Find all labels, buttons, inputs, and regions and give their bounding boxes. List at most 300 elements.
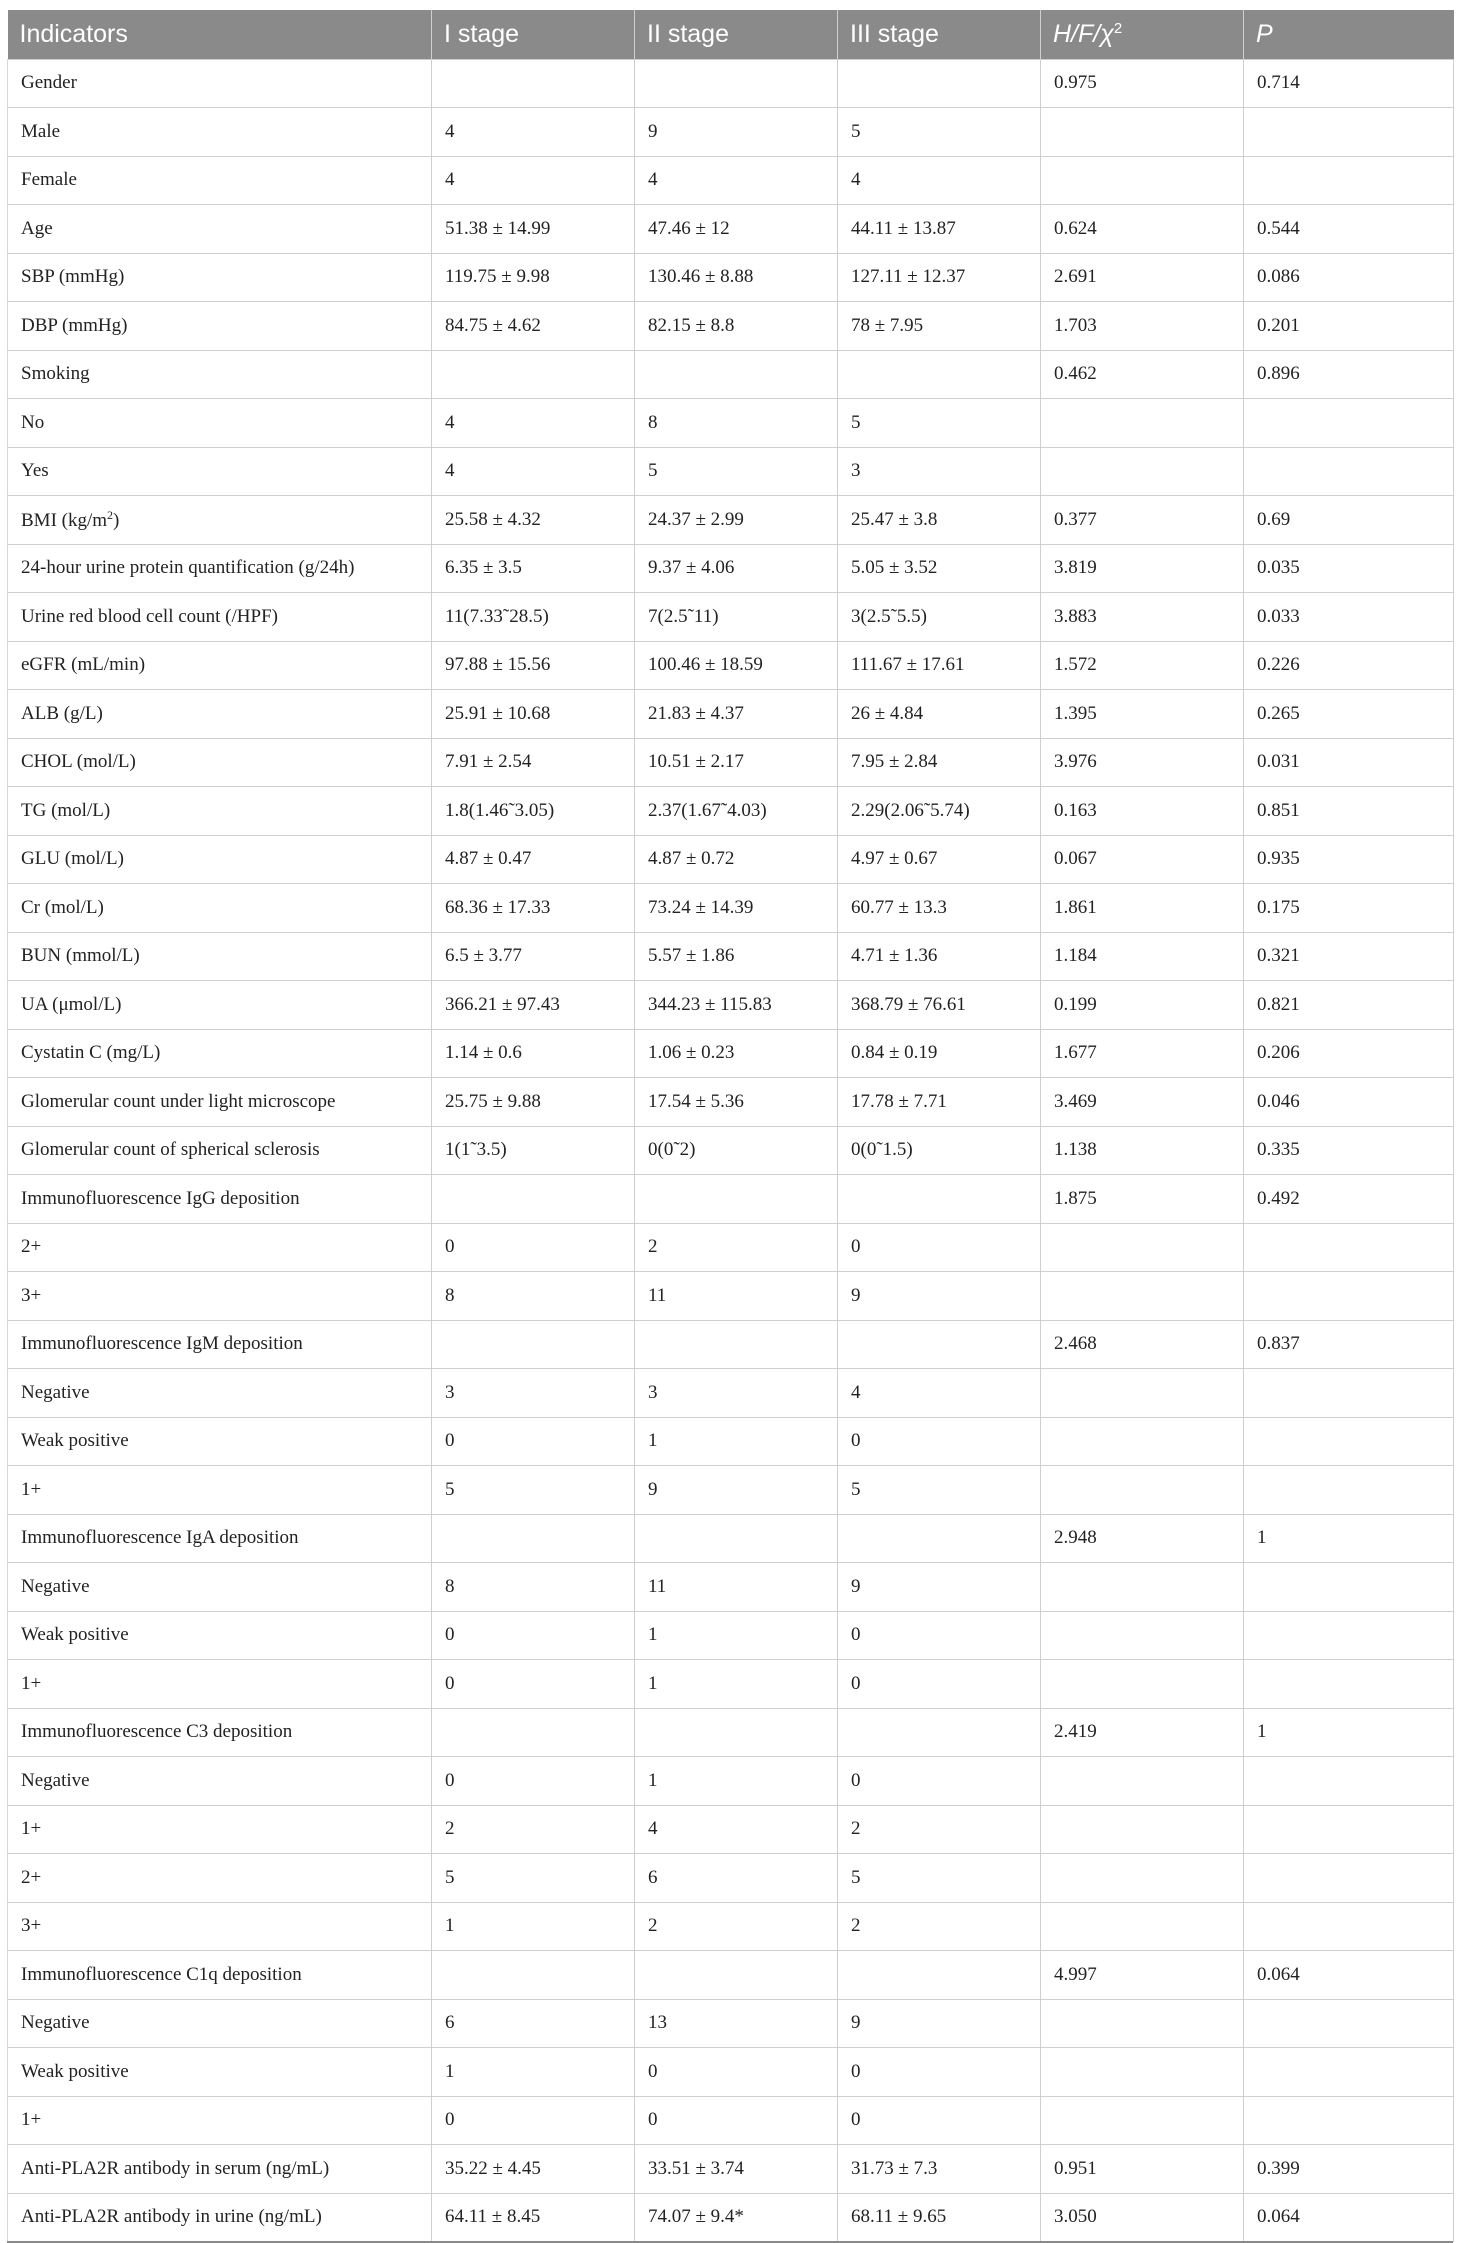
- cell-indicator: Negative: [8, 1757, 432, 1806]
- cell-p-value: 0.206: [1244, 1029, 1454, 1078]
- cell-stage-2: 11: [635, 1272, 838, 1321]
- cell-test-statistic: [1041, 1999, 1244, 2048]
- cell-stage-2: [635, 1708, 838, 1757]
- cell-stage-3: 5: [838, 1854, 1041, 1903]
- cell-indicator: 2+: [8, 1854, 432, 1903]
- cell-p-value: 0.714: [1244, 59, 1454, 108]
- cell-stage-1: 8: [432, 1563, 635, 1612]
- cell-test-statistic: 1.677: [1041, 1029, 1244, 1078]
- cell-indicator: Immunofluorescence IgM deposition: [8, 1320, 432, 1369]
- cell-stage-1: [432, 1951, 635, 2000]
- cell-stage-2: 13: [635, 1999, 838, 2048]
- table-row: [8, 496, 1454, 545]
- cell-test-statistic: 0.975: [1041, 59, 1244, 108]
- cell-stage-2: 1: [635, 1757, 838, 1806]
- cell-stage-2: 4: [635, 1805, 838, 1854]
- cell-stage-2: 1.06 ± 0.23: [635, 1029, 838, 1078]
- cell-p-value: 1: [1244, 1514, 1454, 1563]
- cell-p-value: 1: [1244, 1708, 1454, 1757]
- cell-test-statistic: 0.462: [1041, 350, 1244, 399]
- table-row: [8, 1175, 1454, 1224]
- cell-p-value: 0.321: [1244, 932, 1454, 981]
- cell-stage-2: 0: [635, 2048, 838, 2097]
- cell-indicator: Weak positive: [8, 1611, 432, 1660]
- cell-stage-3: 0: [838, 1757, 1041, 1806]
- cell-p-value: 0.064: [1244, 2193, 1454, 2242]
- table-row: [8, 1417, 1454, 1466]
- cell-stage-1: [432, 1175, 635, 1224]
- cell-test-statistic: 3.819: [1041, 544, 1244, 593]
- table-body: [8, 59, 1454, 2242]
- table-row: [8, 205, 1454, 254]
- cell-stage-1: 97.88 ± 15.56: [432, 641, 635, 690]
- cell-test-statistic: 4.997: [1041, 1951, 1244, 2000]
- cell-stage-1: 2: [432, 1805, 635, 1854]
- cell-stage-1: 25.58 ± 4.32: [432, 496, 635, 545]
- cell-stage-3: 0: [838, 2096, 1041, 2145]
- cell-stage-2: 11: [635, 1563, 838, 1612]
- cell-indicator: BUN (mmol/L): [8, 932, 432, 981]
- cell-stage-1: 35.22 ± 4.45: [432, 2145, 635, 2194]
- cell-stage-2: 6: [635, 1854, 838, 1903]
- cell-indicator: CHOL (mol/L): [8, 738, 432, 787]
- cell-stage-2: [635, 1320, 838, 1369]
- cell-indicator: Female: [8, 156, 432, 205]
- table-header: [8, 10, 1454, 59]
- cell-stage-2: 17.54 ± 5.36: [635, 1078, 838, 1127]
- cell-indicator: 1+: [8, 2096, 432, 2145]
- cell-stage-3: [838, 1175, 1041, 1224]
- cell-stage-1: 8: [432, 1272, 635, 1321]
- table-row: [8, 1999, 1454, 2048]
- cell-p-value: [1244, 108, 1454, 157]
- cell-stage-3: 2: [838, 1902, 1041, 1951]
- table-row: [8, 2193, 1454, 2242]
- cell-stage-3: 9: [838, 1563, 1041, 1612]
- cell-stage-3: 9: [838, 1272, 1041, 1321]
- table-row: [8, 1514, 1454, 1563]
- cell-p-value: [1244, 1563, 1454, 1612]
- cell-stage-1: 4: [432, 156, 635, 205]
- cell-p-value: 0.035: [1244, 544, 1454, 593]
- cell-stage-2: 8: [635, 399, 838, 448]
- cell-p-value: [1244, 1466, 1454, 1515]
- cell-stage-1: 1(1˜3.5): [432, 1126, 635, 1175]
- cell-stage-3: [838, 1951, 1041, 2000]
- cell-stage-2: 100.46 ± 18.59: [635, 641, 838, 690]
- cell-p-value: 0.935: [1244, 835, 1454, 884]
- cell-p-value: 0.064: [1244, 1951, 1454, 2000]
- table-row: [8, 108, 1454, 157]
- cell-indicator: Smoking: [8, 350, 432, 399]
- cell-stage-3: [838, 1708, 1041, 1757]
- cell-stage-1: 0: [432, 2096, 635, 2145]
- cell-p-value: 0.175: [1244, 884, 1454, 933]
- cell-test-statistic: 2.948: [1041, 1514, 1244, 1563]
- table-row: [8, 544, 1454, 593]
- cell-p-value: [1244, 1417, 1454, 1466]
- table-row: [8, 2096, 1454, 2145]
- cell-stage-3: 3(2.5˜5.5): [838, 593, 1041, 642]
- cell-test-statistic: 1.861: [1041, 884, 1244, 933]
- table-row: [8, 302, 1454, 351]
- table-row: [8, 1078, 1454, 1127]
- cell-p-value: [1244, 1854, 1454, 1903]
- cell-test-statistic: [1041, 1466, 1244, 1515]
- cell-indicator: UA (μmol/L): [8, 981, 432, 1030]
- cell-stage-3: [838, 59, 1041, 108]
- cell-test-statistic: 0.199: [1041, 981, 1244, 1030]
- header-indicators: Indicators: [19, 19, 128, 48]
- cell-test-statistic: [1041, 1223, 1244, 1272]
- cell-stage-3: 9: [838, 1999, 1041, 2048]
- table-row: [8, 738, 1454, 787]
- table-row: [8, 593, 1454, 642]
- cell-p-value: [1244, 1660, 1454, 1709]
- cell-indicator: 2+: [8, 1223, 432, 1272]
- cell-test-statistic: [1041, 447, 1244, 496]
- cell-stage-1: 4: [432, 399, 635, 448]
- cell-indicator: 3+: [8, 1272, 432, 1321]
- cell-indicator: Yes: [8, 447, 432, 496]
- cell-stage-1: 4: [432, 108, 635, 157]
- cell-stage-1: 5: [432, 1854, 635, 1903]
- cell-test-statistic: 1.138: [1041, 1126, 1244, 1175]
- cell-stage-1: 1.8(1.46˜3.05): [432, 787, 635, 836]
- cell-stage-1: 11(7.33˜28.5): [432, 593, 635, 642]
- cell-stage-1: [432, 350, 635, 399]
- cell-stage-2: 10.51 ± 2.17: [635, 738, 838, 787]
- table-row: [8, 1757, 1454, 1806]
- table-row: [8, 1223, 1454, 1272]
- cell-p-value: 0.226: [1244, 641, 1454, 690]
- cell-indicator-suffix: ): [113, 509, 120, 531]
- header-stage-3: III stage: [838, 10, 1041, 59]
- cell-stage-2: 9.37 ± 4.06: [635, 544, 838, 593]
- cell-test-statistic: [1041, 1805, 1244, 1854]
- cell-stage-3: 31.73 ± 7.3: [838, 2145, 1041, 2194]
- cell-stage-3: 5: [838, 108, 1041, 157]
- cell-stage-3: 25.47 ± 3.8: [838, 496, 1041, 545]
- cell-test-statistic: [1041, 1902, 1244, 1951]
- cell-stage-3: 127.11 ± 12.37: [838, 253, 1041, 302]
- cell-stage-2: 9: [635, 108, 838, 157]
- cell-test-statistic: [1041, 399, 1244, 448]
- cell-p-value: 0.335: [1244, 1126, 1454, 1175]
- clinical-indicators-table: [7, 10, 1454, 2242]
- table-row: [8, 787, 1454, 836]
- cell-stage-1: 68.36 ± 17.33: [432, 884, 635, 933]
- cell-test-statistic: 2.691: [1041, 253, 1244, 302]
- cell-stage-3: 17.78 ± 7.71: [838, 1078, 1041, 1127]
- cell-p-value: 0.69: [1244, 496, 1454, 545]
- table-row: [8, 981, 1454, 1030]
- table-row: [8, 690, 1454, 739]
- cell-stage-2: [635, 350, 838, 399]
- cell-test-statistic: 1.875: [1041, 1175, 1244, 1224]
- cell-indicator: 24-hour urine protein quantification (g/24h): [8, 544, 432, 593]
- cell-stage-1: [432, 1320, 635, 1369]
- table-row: [8, 59, 1454, 108]
- cell-indicator: GLU (mol/L): [8, 835, 432, 884]
- cell-stage-3: 7.95 ± 2.84: [838, 738, 1041, 787]
- cell-stage-1: 119.75 ± 9.98: [432, 253, 635, 302]
- cell-stage-2: 33.51 ± 3.74: [635, 2145, 838, 2194]
- cell-stage-2: 2.37(1.67˜4.03): [635, 787, 838, 836]
- cell-stage-2: [635, 1514, 838, 1563]
- cell-stage-1: 4.87 ± 0.47: [432, 835, 635, 884]
- cell-stage-2: 344.23 ± 115.83: [635, 981, 838, 1030]
- cell-p-value: [1244, 2048, 1454, 2097]
- table-row: [8, 932, 1454, 981]
- table-row: [8, 253, 1454, 302]
- cell-test-statistic: 2.468: [1041, 1320, 1244, 1369]
- cell-stage-3: 111.67 ± 17.61: [838, 641, 1041, 690]
- cell-stage-2: 130.46 ± 8.88: [635, 253, 838, 302]
- cell-stage-1: 1.14 ± 0.6: [432, 1029, 635, 1078]
- cell-stage-1: 4: [432, 447, 635, 496]
- cell-indicator-text: BMI (kg/m: [21, 509, 108, 531]
- cell-stage-3: 0.84 ± 0.19: [838, 1029, 1041, 1078]
- table-row: [8, 1272, 1454, 1321]
- cell-test-statistic: 2.419: [1041, 1708, 1244, 1757]
- cell-stage-3: 5: [838, 1466, 1041, 1515]
- cell-p-value: 0.896: [1244, 350, 1454, 399]
- cell-stage-2: [635, 59, 838, 108]
- cell-indicator: Urine red blood cell count (/HPF): [8, 593, 432, 642]
- cell-test-statistic: [1041, 1757, 1244, 1806]
- header-stage-1: I stage: [432, 10, 635, 59]
- cell-test-statistic: [1041, 1563, 1244, 1612]
- cell-stage-3: 26 ± 4.84: [838, 690, 1041, 739]
- cell-stage-2: 1: [635, 1611, 838, 1660]
- header-p-value: P: [1244, 10, 1454, 59]
- cell-p-value: [1244, 1272, 1454, 1321]
- cell-stage-2: 5: [635, 447, 838, 496]
- cell-stage-3: [838, 1514, 1041, 1563]
- cell-stage-2: 2: [635, 1902, 838, 1951]
- cell-p-value: 0.265: [1244, 690, 1454, 739]
- cell-p-value: 0.031: [1244, 738, 1454, 787]
- cell-stage-1: 1: [432, 2048, 635, 2097]
- table-row: [8, 350, 1454, 399]
- cell-stage-2: 3: [635, 1369, 838, 1418]
- cell-stage-2: 4: [635, 156, 838, 205]
- cell-stage-2: 9: [635, 1466, 838, 1515]
- table-row: [8, 2145, 1454, 2194]
- table-row: [8, 1369, 1454, 1418]
- cell-stage-2: 24.37 ± 2.99: [635, 496, 838, 545]
- cell-indicator: DBP (mmHg): [8, 302, 432, 351]
- cell-stage-1: 25.91 ± 10.68: [432, 690, 635, 739]
- cell-p-value: [1244, 1223, 1454, 1272]
- cell-p-value: [1244, 1805, 1454, 1854]
- cell-indicator: ALB (g/L): [8, 690, 432, 739]
- cell-indicator: Glomerular count under light microscope: [8, 1078, 432, 1127]
- cell-stage-2: 1: [635, 1417, 838, 1466]
- cell-p-value: [1244, 399, 1454, 448]
- cell-indicator: Immunofluorescence C3 deposition: [8, 1708, 432, 1757]
- cell-indicator: Weak positive: [8, 1417, 432, 1466]
- table-row: [8, 1854, 1454, 1903]
- table-row: [8, 1805, 1454, 1854]
- cell-test-statistic: [1041, 2096, 1244, 2145]
- cell-stage-2: 1: [635, 1660, 838, 1709]
- table-row: [8, 1951, 1454, 2000]
- cell-indicator: Anti-PLA2R antibody in serum (ng/mL): [8, 2145, 432, 2194]
- cell-indicator: Immunofluorescence IgA deposition: [8, 1514, 432, 1563]
- table-row: [8, 1029, 1454, 1078]
- cell-indicator: eGFR (mL/min): [8, 641, 432, 690]
- cell-stage-1: 7.91 ± 2.54: [432, 738, 635, 787]
- cell-test-statistic: [1041, 1854, 1244, 1903]
- table-row: [8, 399, 1454, 448]
- cell-stage-1: 64.11 ± 8.45: [432, 2193, 635, 2242]
- cell-test-statistic: [1041, 108, 1244, 157]
- cell-stage-3: 0: [838, 1417, 1041, 1466]
- cell-stage-3: 2.29(2.06˜5.74): [838, 787, 1041, 836]
- cell-indicator: Weak positive: [8, 2048, 432, 2097]
- cell-p-value: 0.544: [1244, 205, 1454, 254]
- cell-p-value: [1244, 156, 1454, 205]
- table-row: [8, 1708, 1454, 1757]
- cell-stage-1: [432, 1708, 635, 1757]
- cell-stage-2: 82.15 ± 8.8: [635, 302, 838, 351]
- cell-stage-1: 0: [432, 1417, 635, 1466]
- cell-test-statistic: 0.163: [1041, 787, 1244, 836]
- cell-test-statistic: 0.624: [1041, 205, 1244, 254]
- cell-test-statistic: 3.976: [1041, 738, 1244, 787]
- cell-stage-3: 44.11 ± 13.87: [838, 205, 1041, 254]
- cell-p-value: [1244, 1369, 1454, 1418]
- cell-test-statistic: [1041, 1369, 1244, 1418]
- header-test-statistic: [1041, 10, 1244, 59]
- cell-p-value: [1244, 447, 1454, 496]
- cell-stage-2: 7(2.5˜11): [635, 593, 838, 642]
- cell-p-value: [1244, 1902, 1454, 1951]
- table-row: [8, 1902, 1454, 1951]
- cell-indicator: Male: [8, 108, 432, 157]
- table-row: [8, 1660, 1454, 1709]
- cell-test-statistic: 0.951: [1041, 2145, 1244, 2194]
- cell-p-value: [1244, 2096, 1454, 2145]
- cell-test-statistic: [1041, 1660, 1244, 1709]
- cell-stage-3: 368.79 ± 76.61: [838, 981, 1041, 1030]
- cell-test-statistic: 0.067: [1041, 835, 1244, 884]
- cell-stage-1: 366.21 ± 97.43: [432, 981, 635, 1030]
- table-row: [8, 1563, 1454, 1612]
- cell-stage-3: 0(0˜1.5): [838, 1126, 1041, 1175]
- cell-p-value: 0.837: [1244, 1320, 1454, 1369]
- cell-test-statistic: [1041, 1272, 1244, 1321]
- cell-test-statistic: 3.883: [1041, 593, 1244, 642]
- cell-test-statistic: [1041, 156, 1244, 205]
- cell-test-statistic: 3.469: [1041, 1078, 1244, 1127]
- cell-stage-2: 0: [635, 2096, 838, 2145]
- cell-stage-2: 0(0˜2): [635, 1126, 838, 1175]
- cell-p-value: 0.046: [1244, 1078, 1454, 1127]
- table-row: [8, 835, 1454, 884]
- cell-test-statistic: 3.050: [1041, 2193, 1244, 2242]
- cell-stage-3: 0: [838, 1611, 1041, 1660]
- cell-test-statistic: [1041, 1417, 1244, 1466]
- cell-test-statistic: 0.377: [1041, 496, 1244, 545]
- cell-stage-3: 5.05 ± 3.52: [838, 544, 1041, 593]
- cell-indicator: Negative: [8, 1369, 432, 1418]
- table-row: [8, 447, 1454, 496]
- cell-stage-1: 84.75 ± 4.62: [432, 302, 635, 351]
- cell-stage-1: 25.75 ± 9.88: [432, 1078, 635, 1127]
- cell-stage-2: 5.57 ± 1.86: [635, 932, 838, 981]
- cell-stage-3: 0: [838, 1223, 1041, 1272]
- cell-stage-2: 73.24 ± 14.39: [635, 884, 838, 933]
- cell-p-value: [1244, 1757, 1454, 1806]
- header-row: [8, 10, 1454, 59]
- cell-stage-1: 0: [432, 1757, 635, 1806]
- cell-stage-3: 4: [838, 1369, 1041, 1418]
- cell-stage-3: 4.71 ± 1.36: [838, 932, 1041, 981]
- cell-stage-1: 3: [432, 1369, 635, 1418]
- cell-test-statistic: 1.395: [1041, 690, 1244, 739]
- table-row: [8, 641, 1454, 690]
- cell-stage-1: 0: [432, 1223, 635, 1272]
- cell-stage-2: [635, 1951, 838, 2000]
- cell-p-value: 0.033: [1244, 593, 1454, 642]
- cell-stage-2: 2: [635, 1223, 838, 1272]
- cell-stage-1: 6.35 ± 3.5: [432, 544, 635, 593]
- cell-stage-3: 4: [838, 156, 1041, 205]
- cell-stage-1: 0: [432, 1660, 635, 1709]
- cell-stage-3: 78 ± 7.95: [838, 302, 1041, 351]
- cell-test-statistic: [1041, 1611, 1244, 1660]
- cell-stage-3: 0: [838, 2048, 1041, 2097]
- cell-p-value: 0.086: [1244, 253, 1454, 302]
- header-test-statistic-text: H/F/χ: [1053, 19, 1114, 48]
- cell-test-statistic: 1.184: [1041, 932, 1244, 981]
- cell-indicator: Anti-PLA2R antibody in urine (ng/mL): [8, 2193, 432, 2242]
- cell-indicator: 1+: [8, 1466, 432, 1515]
- cell-indicator: Glomerular count of spherical sclerosis: [8, 1126, 432, 1175]
- cell-indicator: Cr (mol/L): [8, 884, 432, 933]
- cell-indicator: Immunofluorescence IgG deposition: [8, 1175, 432, 1224]
- cell-p-value: 0.399: [1244, 2145, 1454, 2194]
- cell-indicator: TG (mol/L): [8, 787, 432, 836]
- cell-p-value: [1244, 1999, 1454, 2048]
- cell-test-statistic: [1041, 2048, 1244, 2097]
- header-test-statistic-sup: 2: [1113, 19, 1123, 37]
- cell-stage-1: 6: [432, 1999, 635, 2048]
- cell-stage-3: 68.11 ± 9.65: [838, 2193, 1041, 2242]
- cell-stage-1: [432, 1514, 635, 1563]
- cell-stage-1: 51.38 ± 14.99: [432, 205, 635, 254]
- cell-stage-3: 0: [838, 1660, 1041, 1709]
- cell-indicator: Negative: [8, 1999, 432, 2048]
- table-row: [8, 1320, 1454, 1369]
- cell-stage-3: 4.97 ± 0.67: [838, 835, 1041, 884]
- cell-indicator: [8, 496, 432, 545]
- cell-stage-1: 6.5 ± 3.77: [432, 932, 635, 981]
- cell-indicator: 1+: [8, 1805, 432, 1854]
- cell-stage-2: 4.87 ± 0.72: [635, 835, 838, 884]
- cell-stage-3: [838, 350, 1041, 399]
- cell-indicator: 3+: [8, 1902, 432, 1951]
- cell-test-statistic: 1.703: [1041, 302, 1244, 351]
- table-row: [8, 884, 1454, 933]
- cell-stage-3: 60.77 ± 13.3: [838, 884, 1041, 933]
- cell-p-value: 0.851: [1244, 787, 1454, 836]
- cell-stage-1: [432, 59, 635, 108]
- table-row: [8, 1611, 1454, 1660]
